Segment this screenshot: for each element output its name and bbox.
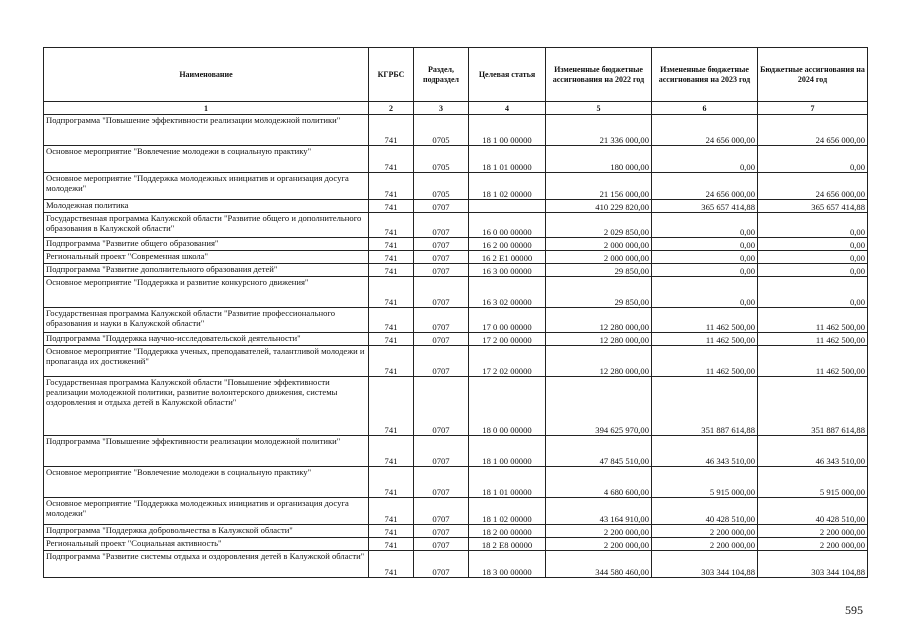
- cell-target: 18 1 02 00000: [469, 173, 546, 200]
- cell-section: 0707: [414, 251, 469, 264]
- column-number: 7: [758, 102, 868, 115]
- cell-section: 0707: [414, 377, 469, 436]
- cell-section: 0707: [414, 333, 469, 346]
- cell-2023: 0,00: [652, 213, 758, 238]
- cell-name: Подпрограмма "Развитие общего образования": [44, 238, 369, 251]
- cell-name: Основное мероприятие "Поддержка молодежных инициатив и организация досуга молодежи": [44, 498, 369, 525]
- cell-2022: 29 850,00: [546, 264, 652, 277]
- cell-2024: 24 656 000,00: [758, 173, 868, 200]
- cell-target: 18 1 01 00000: [469, 146, 546, 173]
- cell-section: 0707: [414, 200, 469, 213]
- cell-2023: 351 887 614,88: [652, 377, 758, 436]
- cell-2024: 303 344 104,88: [758, 551, 868, 578]
- cell-kgrbs: 741: [369, 115, 414, 146]
- cell-target: 16 2 E1 00000: [469, 251, 546, 264]
- cell-target: 16 3 02 00000: [469, 277, 546, 308]
- cell-kgrbs: 741: [369, 467, 414, 498]
- cell-name: Основное мероприятие "Поддержка молодежных инициатив и организация досуга молодежи": [44, 173, 369, 200]
- header-2023: Измененные бюджетные ассигнования на 2023 год: [652, 48, 758, 102]
- table-row: [44, 538, 868, 551]
- cell-2024: 0,00: [758, 213, 868, 238]
- table-row: [44, 525, 868, 538]
- cell-name: Региональный проект "Современная школа": [44, 251, 369, 264]
- cell-section: 0707: [414, 277, 469, 308]
- table-row: [44, 146, 868, 173]
- cell-2022: 4 680 600,00: [546, 467, 652, 498]
- cell-2024: 0,00: [758, 264, 868, 277]
- column-number: 1: [44, 102, 369, 115]
- cell-2023: 365 657 414,88: [652, 200, 758, 213]
- table-row: [44, 264, 868, 277]
- cell-2022: 21 336 000,00: [546, 115, 652, 146]
- cell-2023: 24 656 000,00: [652, 173, 758, 200]
- cell-name: Государственная программа Калужской области "Развитие общего и дополнительного образования в Калужской области": [44, 213, 369, 238]
- cell-2022: 2 200 000,00: [546, 525, 652, 538]
- cell-name: Подпрограмма "Повышение эффективности реализации молодежной политики": [44, 436, 369, 467]
- cell-section: 0707: [414, 346, 469, 377]
- cell-kgrbs: 741: [369, 308, 414, 333]
- cell-2023: 2 200 000,00: [652, 538, 758, 551]
- cell-target: 16 3 00 00000: [469, 264, 546, 277]
- cell-section: 0707: [414, 308, 469, 333]
- column-number-row: [44, 102, 868, 115]
- cell-name: Основное мероприятие "Поддержка и развитие конкурсного движения": [44, 277, 369, 308]
- table-row: [44, 498, 868, 525]
- cell-2022: 410 229 820,00: [546, 200, 652, 213]
- table-row: [44, 251, 868, 264]
- header-2024: Бюджетные ассигнования на 2024 год: [758, 48, 868, 102]
- cell-target: 16 2 00 00000: [469, 238, 546, 251]
- cell-2022: 21 156 000,00: [546, 173, 652, 200]
- cell-target: 18 2 E8 00000: [469, 538, 546, 551]
- cell-2024: 351 887 614,88: [758, 377, 868, 436]
- cell-kgrbs: 741: [369, 146, 414, 173]
- header-section: Раздел, подраздел: [414, 48, 469, 102]
- header-row: [44, 48, 868, 102]
- table-row: [44, 200, 868, 213]
- cell-target: 16 0 00 00000: [469, 213, 546, 238]
- table-row: [44, 346, 868, 377]
- table-row: [44, 436, 868, 467]
- cell-2024: 0,00: [758, 238, 868, 251]
- cell-section: 0707: [414, 238, 469, 251]
- cell-2023: 0,00: [652, 277, 758, 308]
- header-2022: Измененные бюджетные ассигнования на 2022 год: [546, 48, 652, 102]
- table-row: [44, 551, 868, 578]
- cell-2022: 2 000 000,00: [546, 251, 652, 264]
- cell-2022: 394 625 970,00: [546, 377, 652, 436]
- cell-section: 0707: [414, 264, 469, 277]
- cell-2022: 2 000 000,00: [546, 238, 652, 251]
- cell-2024: 11 462 500,00: [758, 346, 868, 377]
- cell-2024: 0,00: [758, 251, 868, 264]
- cell-section: 0707: [414, 213, 469, 238]
- table-row: [44, 467, 868, 498]
- cell-2023: 0,00: [652, 264, 758, 277]
- cell-target: 18 1 02 00000: [469, 498, 546, 525]
- cell-target: 18 1 00 00000: [469, 436, 546, 467]
- cell-section: 0705: [414, 173, 469, 200]
- cell-2022: 29 850,00: [546, 277, 652, 308]
- cell-2023: 2 200 000,00: [652, 525, 758, 538]
- cell-2022: 12 280 000,00: [546, 346, 652, 377]
- cell-section: 0705: [414, 115, 469, 146]
- cell-2024: 11 462 500,00: [758, 308, 868, 333]
- header-name: Наименование: [44, 48, 369, 102]
- cell-name: Государственная программа Калужской области "Повышение эффективности реализации молодежной политики, развитие волонтерского движения, системы оздоровления и отдыха детей в Калужской области": [44, 377, 369, 436]
- cell-kgrbs: 741: [369, 251, 414, 264]
- budget-table: [43, 47, 868, 578]
- cell-2023: 5 915 000,00: [652, 467, 758, 498]
- table-row: [44, 308, 868, 333]
- header-target: Целевая статья: [469, 48, 546, 102]
- cell-2024: 46 343 510,00: [758, 436, 868, 467]
- table-row: [44, 333, 868, 346]
- cell-target: 18 1 01 00000: [469, 467, 546, 498]
- cell-kgrbs: 741: [369, 264, 414, 277]
- cell-2023: 0,00: [652, 146, 758, 173]
- cell-target: 17 0 00 00000: [469, 308, 546, 333]
- cell-kgrbs: 741: [369, 525, 414, 538]
- cell-2024: 2 200 000,00: [758, 525, 868, 538]
- cell-kgrbs: 741: [369, 333, 414, 346]
- cell-2024: 0,00: [758, 146, 868, 173]
- column-number: 4: [469, 102, 546, 115]
- cell-2022: 12 280 000,00: [546, 308, 652, 333]
- cell-2024: 2 200 000,00: [758, 538, 868, 551]
- cell-kgrbs: 741: [369, 551, 414, 578]
- cell-name: Подпрограмма "Поддержка научно-исследовательской деятельности": [44, 333, 369, 346]
- cell-name: Основное мероприятие "Вовлечение молодежи в социальную практику": [44, 467, 369, 498]
- cell-name: Подпрограмма "Повышение эффективности реализации молодежной политики": [44, 115, 369, 146]
- cell-section: 0705: [414, 146, 469, 173]
- table-row: [44, 377, 868, 436]
- header-kgrbs: КГРБС: [369, 48, 414, 102]
- cell-2024: 40 428 510,00: [758, 498, 868, 525]
- cell-name: Основное мероприятие "Поддержка ученых, преподавателей, талантливой молодежи и пропаганда их достижений": [44, 346, 369, 377]
- cell-kgrbs: 741: [369, 173, 414, 200]
- cell-kgrbs: 741: [369, 200, 414, 213]
- cell-2023: 11 462 500,00: [652, 346, 758, 377]
- cell-name: Региональный проект "Социальная активность": [44, 538, 369, 551]
- table-row: [44, 173, 868, 200]
- cell-2023: 40 428 510,00: [652, 498, 758, 525]
- cell-2023: 0,00: [652, 251, 758, 264]
- column-number: 5: [546, 102, 652, 115]
- cell-kgrbs: 741: [369, 436, 414, 467]
- cell-2023: 11 462 500,00: [652, 308, 758, 333]
- cell-kgrbs: 741: [369, 238, 414, 251]
- column-number: 3: [414, 102, 469, 115]
- cell-2024: 5 915 000,00: [758, 467, 868, 498]
- cell-target: 17 2 00 00000: [469, 333, 546, 346]
- cell-2022: 344 580 460,00: [546, 551, 652, 578]
- cell-section: 0707: [414, 551, 469, 578]
- cell-name: Основное мероприятие "Вовлечение молодежи в социальную практику": [44, 146, 369, 173]
- cell-kgrbs: 741: [369, 277, 414, 308]
- table-row: [44, 277, 868, 308]
- table-body: [44, 115, 868, 578]
- cell-kgrbs: 741: [369, 346, 414, 377]
- cell-section: 0707: [414, 467, 469, 498]
- cell-section: 0707: [414, 525, 469, 538]
- cell-kgrbs: 741: [369, 538, 414, 551]
- cell-2023: 0,00: [652, 238, 758, 251]
- cell-2023: 46 343 510,00: [652, 436, 758, 467]
- column-number: 2: [369, 102, 414, 115]
- cell-2022: 180 000,00: [546, 146, 652, 173]
- table-row: [44, 238, 868, 251]
- cell-2022: 12 280 000,00: [546, 333, 652, 346]
- cell-2022: 2 029 850,00: [546, 213, 652, 238]
- cell-section: 0707: [414, 498, 469, 525]
- cell-2024: 365 657 414,88: [758, 200, 868, 213]
- cell-target: 18 3 00 00000: [469, 551, 546, 578]
- cell-target: 18 0 00 00000: [469, 377, 546, 436]
- cell-target: 18 1 00 00000: [469, 115, 546, 146]
- cell-section: 0707: [414, 538, 469, 551]
- cell-kgrbs: 741: [369, 498, 414, 525]
- cell-2022: 47 845 510,00: [546, 436, 652, 467]
- cell-2023: 303 344 104,88: [652, 551, 758, 578]
- page-number: 595: [845, 603, 863, 617]
- table-row: [44, 213, 868, 238]
- cell-name: Подпрограмма "Развитие системы отдыха и оздоровления детей в Калужской области": [44, 551, 369, 578]
- column-number: 6: [652, 102, 758, 115]
- cell-target: 17 2 02 00000: [469, 346, 546, 377]
- cell-section: 0707: [414, 436, 469, 467]
- cell-name: Молодежная политика: [44, 200, 369, 213]
- cell-2024: 0,00: [758, 277, 868, 308]
- cell-2022: 43 164 910,00: [546, 498, 652, 525]
- cell-2023: 24 656 000,00: [652, 115, 758, 146]
- cell-target: 18 2 00 00000: [469, 525, 546, 538]
- cell-2024: 11 462 500,00: [758, 333, 868, 346]
- cell-target: [469, 200, 546, 213]
- cell-2022: 2 200 000,00: [546, 538, 652, 551]
- cell-name: Государственная программа Калужской области "Развитие профессионального образования и науки в Калужской области": [44, 308, 369, 333]
- cell-kgrbs: 741: [369, 213, 414, 238]
- cell-kgrbs: 741: [369, 377, 414, 436]
- cell-name: Подпрограмма "Поддержка добровольчества в Калужской области": [44, 525, 369, 538]
- cell-2023: 11 462 500,00: [652, 333, 758, 346]
- cell-2024: 24 656 000,00: [758, 115, 868, 146]
- cell-name: Подпрограмма "Развитие дополнительного образования детей": [44, 264, 369, 277]
- table-row: [44, 115, 868, 146]
